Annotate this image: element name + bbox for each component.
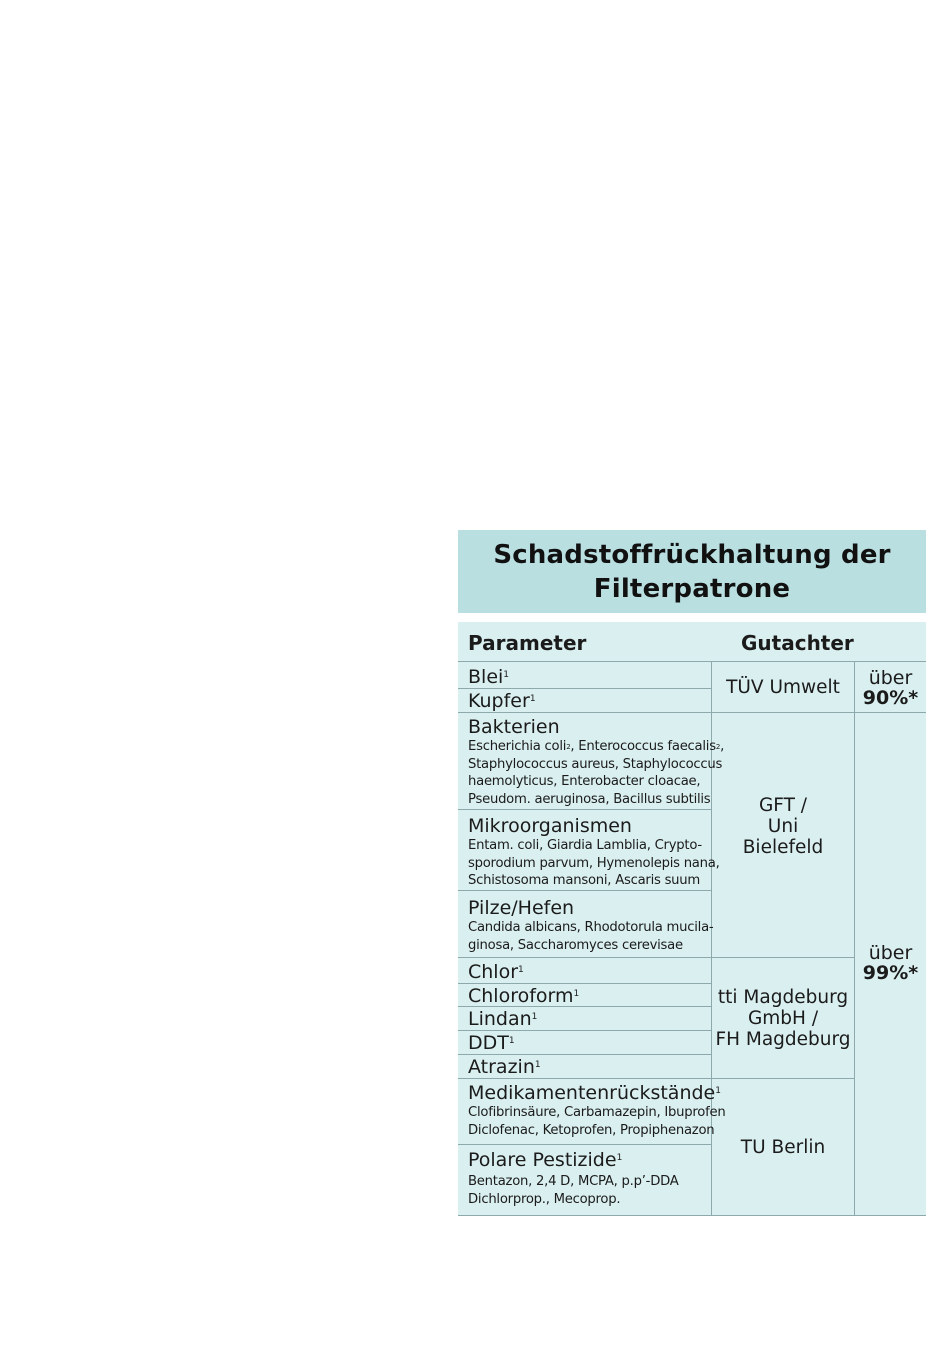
- retention-table: [458, 622, 926, 1216]
- header-gutachter: Gutachter: [741, 631, 854, 655]
- row-divider: [458, 688, 711, 689]
- column-divider-2: [854, 661, 855, 1216]
- row-divider: [458, 890, 711, 891]
- param-polare-pestizide: Polare Pestizide$^1$ Bentazon, 2,4 D, MCPA, p.p’-DDA Dichlorprop., Mecoprop.: [468, 1149, 679, 1207]
- gutachter-tti: tti Magdeburg GmbH / FH Magdeburg: [715, 986, 851, 1050]
- row-divider: [458, 983, 711, 984]
- param-pilze-hefen: Pilze/Hefen Candida albicans, Rhodotorula mucila- ginosa, Saccharomyces cerevisae: [468, 897, 714, 953]
- filter-retention-panel: [458, 530, 926, 1216]
- table-bottom-border: [458, 1215, 926, 1216]
- row-divider: [458, 1054, 711, 1055]
- param-bakterien: Bakterien Escherichia coli$^2$, Enterococcus faecalis$^2$, Staphylococcus aureus, Staphylococcus haemolyticus, Enterobacter cloacae, Pseudom. aeruginosa, Bacillus subtilis: [468, 716, 725, 807]
- header-parameter: Parameter: [468, 631, 587, 655]
- param-atrazin: Atrazin$^1$: [468, 1056, 541, 1078]
- title-line-1: Schadstoffrückhaltung der: [493, 540, 891, 570]
- param-medikamente: Medikamentenrückstände$^1$ Clofibrinsäure, Carbamazepin, Ibuprofen Diclofenac, Ketoprofen, Propiphenazon: [468, 1082, 726, 1138]
- gutachter-tu-berlin: TU Berlin: [740, 1136, 826, 1158]
- param-ddt: DDT$^1$: [468, 1032, 515, 1054]
- row-divider: [458, 1030, 711, 1031]
- param-chlor: Chlor$^1$: [468, 961, 524, 983]
- result-90: über 90%*: [862, 667, 919, 709]
- gutachter-gft: GFT / Uni Bielefeld: [742, 795, 824, 858]
- param-blei: Blei$^1$: [468, 666, 510, 688]
- header-divider: [458, 661, 926, 662]
- gutachter-tuev: TÜV Umwelt: [726, 676, 840, 698]
- param-chloroform: Chloroform$^1$: [468, 985, 580, 1007]
- row-divider: [458, 712, 926, 713]
- row-divider: [458, 809, 711, 810]
- row-divider: [458, 1144, 711, 1145]
- param-kupfer: Kupfer$^1$: [468, 690, 536, 712]
- param-lindan: Lindan$^1$: [468, 1008, 538, 1030]
- param-mikroorganismen: Mikroorganismen Entam. coli, Giardia Lamblia, Crypto- sporodium parvum, Hymenolepis nana, Schistosoma mansoni, Ascaris suum: [468, 815, 720, 889]
- result-99: über 99%*: [862, 942, 919, 984]
- title-line-2: Filterpatrone: [593, 574, 791, 604]
- panel-title: [458, 530, 926, 613]
